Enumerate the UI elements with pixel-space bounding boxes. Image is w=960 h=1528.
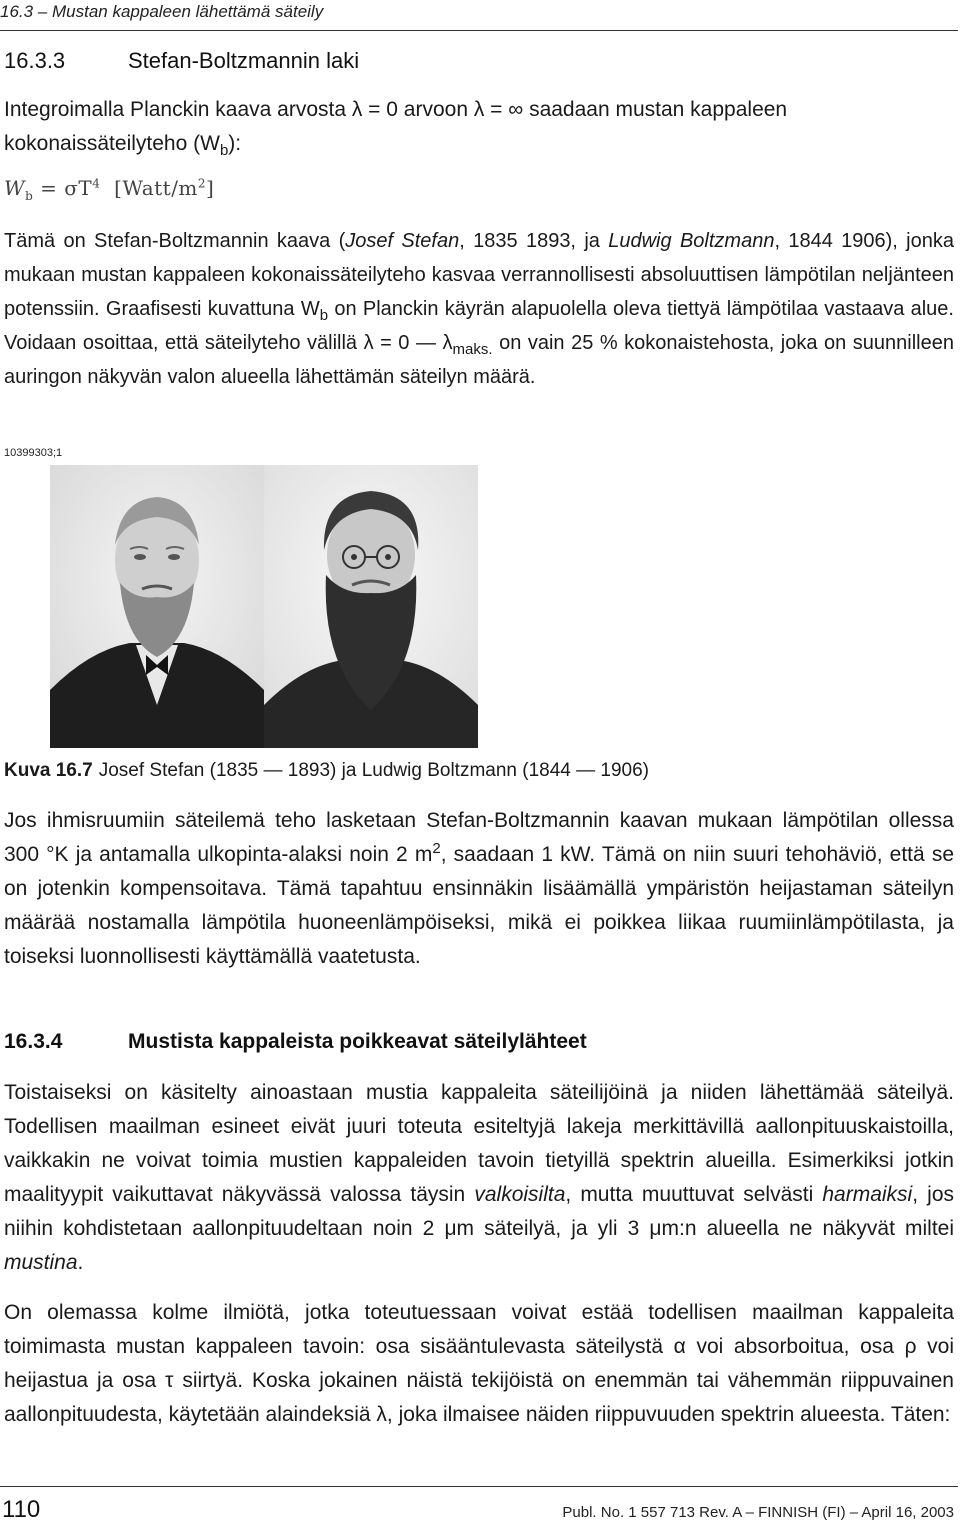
- paragraph-non-black-bodies: [4, 1076, 954, 1280]
- formula-unit-end: ]: [206, 176, 215, 200]
- running-header: 16.3 – Mustan kappaleen lähettämä säteily: [0, 2, 324, 21]
- formula-lhs-sub: b: [25, 189, 34, 203]
- header-divider: [0, 30, 958, 31]
- section-number: 16.3.3: [4, 48, 66, 73]
- section-number: 16.3.4: [4, 1030, 63, 1053]
- p4-text-2: , mutta muuttuvat selvästi: [565, 1183, 823, 1206]
- paragraph-three-phenomena: On olemassa kolme ilmiötä, jotka toteutuessaan voivat estää todellisen maailman kappaleita toimimasta mustan kappaleen tavoin: osa sisääntulevasta säteilystä α voi absorboitua, osa ρ voi heijastua ja osa τ siirtyä. Koska jokainen näistä tekijöistä on enemmän tai vähemmän riippuvainen aallonpituudesta, käytetään alaindeksiä λ, joka ilmaisee näiden riippuvuuden spektrin alueesta. Täten:: [4, 1301, 954, 1426]
- stefan-boltzmann-formula: [4, 176, 214, 203]
- p4-em-harmaiksi: harmaiksi: [822, 1183, 913, 1206]
- formula-lhs: W: [4, 176, 26, 200]
- portrait-boltzmann-image: [264, 465, 478, 748]
- p2-text-1: Tämä on Stefan-Boltzmannin kaava (: [4, 230, 346, 252]
- portrait-josef-stefan: [50, 465, 264, 748]
- footer-divider: [0, 1486, 958, 1487]
- publication-info: Publ. No. 1 557 713 Rev. A – FINNISH (FI) – April 16, 2003: [562, 1504, 954, 1521]
- section-heading-16-3-3: [4, 48, 359, 74]
- figure-caption: [4, 760, 649, 782]
- figure-caption-text: Josef Stefan (1835 — 1893) ja Ludwig Boltzmann (1844 — 1906): [98, 760, 650, 781]
- p2-sub-b: b: [319, 307, 329, 324]
- intro-line-2: kokonaissäteilyteho (W: [4, 132, 220, 155]
- p4-em-mustina: mustina: [4, 1251, 78, 1274]
- formula-eq: = σT: [33, 176, 93, 200]
- p3-text-1: Jos ihmisruumiin säteilemä teho lasketaan Stefan-Boltzmannin kaavan mukaan lämpötilan ollessa 300 °K ja antamalla ulkopinta-alaksi noin 2 m: [4, 809, 954, 866]
- p2-em-stefan: Josef Stefan: [345, 230, 460, 252]
- portrait-stefan-image: [50, 465, 264, 748]
- p2-sub-maks: maks.: [452, 341, 493, 358]
- paragraph-human-radiation: [4, 804, 954, 974]
- formula-unit-exp: 2: [197, 176, 207, 191]
- p4-em-valkoisilta: valkoisilta: [474, 1183, 566, 1206]
- p2-em-boltzmann: Ludwig Boltzmann: [608, 230, 775, 252]
- section-title: Stefan-Boltzmannin laki: [128, 48, 360, 73]
- portrait-ludwig-boltzmann: [264, 465, 478, 748]
- p4-text-3: , jos niihin kohdistetaan aallonpituudeltaan noin 2 μm säteilyä, ja yli 3 μm:n alueella ne näkyvät miltei: [4, 1183, 954, 1240]
- p4-text-4: .: [77, 1251, 84, 1274]
- p2-text-4: on Planckin käyrän alapuolella oleva tiettyä lämpötilaa vastaava alue. Voidaan osoittaa, että säteilyteho välillä λ = 0 — λ: [4, 298, 954, 354]
- intro-line-2-end: ):: [228, 132, 242, 155]
- figure-ref-code: 10399303;1: [4, 447, 63, 459]
- p3-sup-2: 2: [432, 840, 441, 857]
- p2-text-5: on vain 25 % kokonaistehosta, joka on suunnilleen auringon näkyvän valon alueella lähettämän säteilyn määrä.: [4, 332, 954, 388]
- intro-line-1: Integroimalla Planckin kaava arvosta λ = 0 arvoon λ = ∞ saadaan mustan kappaleen: [4, 98, 788, 121]
- figure-caption-label: Kuva 16.7: [4, 760, 93, 781]
- subscript-b: b: [219, 142, 229, 160]
- paragraph-intro: [4, 93, 954, 161]
- page-number: 110: [2, 1496, 41, 1523]
- p2-text-2: , 1835 1893, ja: [459, 230, 609, 252]
- p3-text-2: , saadaan 1 kW. Tämä on niin suuri tehohäviö, että se on jotenkin kompensoitava. Tämä tapahtuu ensinnäkin lisäämällä ympäristön heijastaman säteilyn määrää nostamalla lämpötila huoneenlämpöiseksi, mikä ei poikkea liikaa ruumiinlämpötilasta, ja toiseksi luonnollisesti käyttämällä vaatetusta.: [4, 843, 954, 968]
- section-title: Mustista kappaleista poikkeavat säteilylähteet: [128, 1030, 587, 1053]
- section-heading-16-3-4: [4, 1030, 587, 1054]
- formula-exp: 4: [92, 176, 101, 191]
- formula-unit: [Watt/m: [100, 176, 198, 200]
- p4-text-1: Toistaiseksi on käsitelty ainoastaan mustia kappaleita säteilijöinä ja niiden lähettämää säteilyä. Todellisen maailman esineet eivät juuri toteuta esiteltyjä lakeja merkittävillä aallonpituuskaistoilla, vaikkakin ne voivat toimia mustien kappaleiden tavoin tietyillä spektrin alueilla. Esimerkiksi jotkin maalityypit vaikuttavat näkyvässä valossa täysin: [4, 1081, 954, 1206]
- p2-text-3: , 1844 1906), jonka mukaan mustan kappaleen kokonaissäteilyteho kasvaa verrannollisesti absoluuttisen lämpötilan neljänteen potenssiin. Graafisesti kuvattuna W: [4, 230, 954, 320]
- paragraph-stefan-boltzmann: [4, 224, 954, 394]
